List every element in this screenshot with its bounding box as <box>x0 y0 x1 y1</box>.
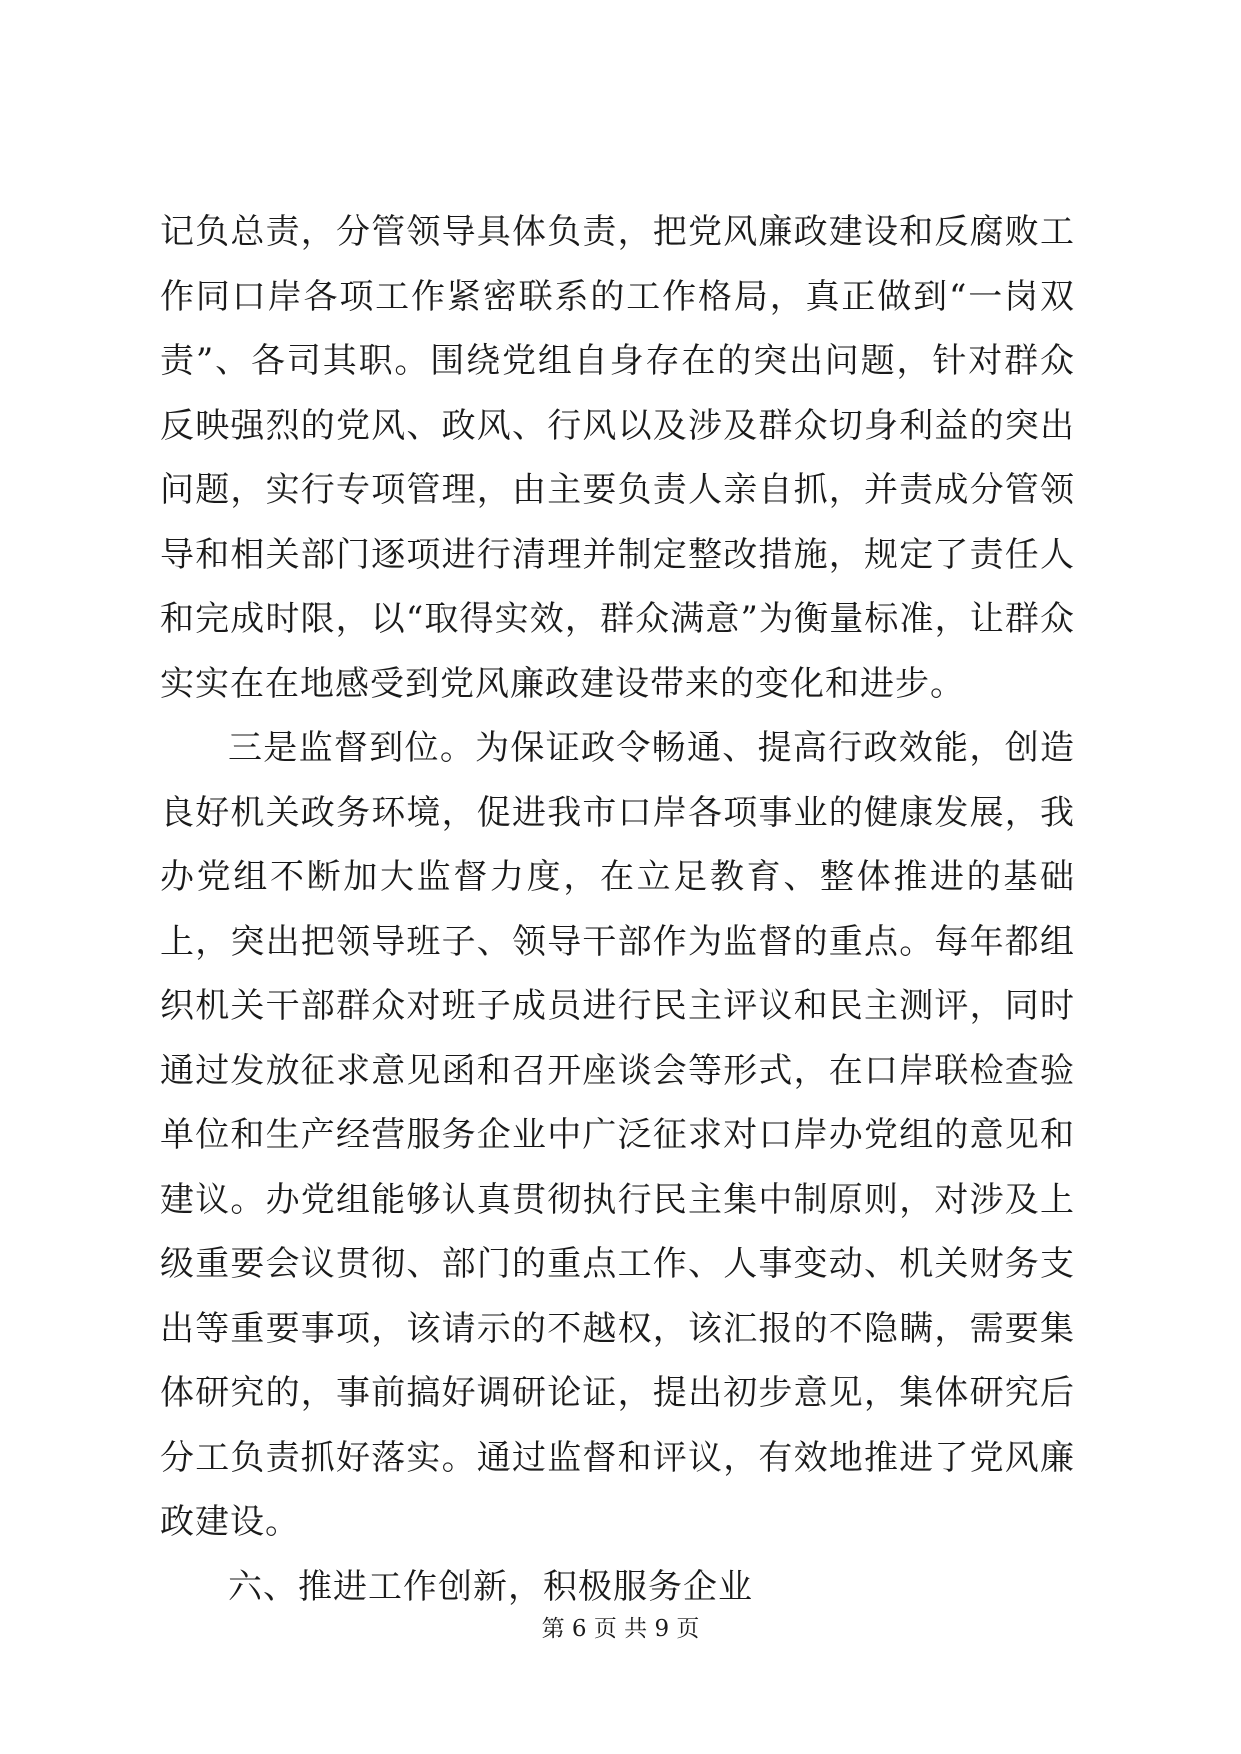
page-footer: 第 6 页 共 9 页 <box>541 1616 700 1642</box>
paragraph-supervision: 三是监督到位。为保证政令畅通、提高行政效能，创造良好机关政务环境，促进我市口岸各项事业的健康发展，我办党组不断加大监督力度，在立足教育、整体推进的基础上，突出把领导班子、领导干部作为监督的重点。每年都组织机关干部群众对班子成员进行民主评议和民主测评，同时通过发放征求意见函和召开座谈会等形式，在口岸联检查验单位和生产经营服务企业中广泛征求对口岸办党组的意见和建议。办党组能够认真贯彻执行民主集中制原则，对涉及上级重要会议贯彻、部门的重点工作、人事变动、机关财务支出等重要事项，该请示的不越权，该汇报的不隐瞒，需要集体研究的，事前搞好调研论证，提出初步意见，集体研究后分工负责抓好落实。通过监督和评议，有效地推进了党风廉政建设。 <box>160 728 1075 1542</box>
paragraph-continuation: 记负总责，分管领导具体负责，把党风廉政建设和反腐败工作同口岸各项工作紧密联系的工作格局，真正做到“一岗双责”、各司其职。围绕党组自身存在的突出问题，针对群众反映强烈的党风、政风、行风以及涉及群众切身利益的突出问题，实行专项管理，由主要负责人亲自抓，并责成分管领导和相关部门逐项进行清理并制定整改措施，规定了责任人和完成时限，以“取得实效，群众满意”为衡量标准，让群众实实在在地感受到党风廉政建设带来的变化和进步。 <box>160 212 1075 704</box>
document-body <box>160 200 1075 1619</box>
section-heading: 六、推进工作创新，积极服务企业 <box>228 1566 753 1607</box>
